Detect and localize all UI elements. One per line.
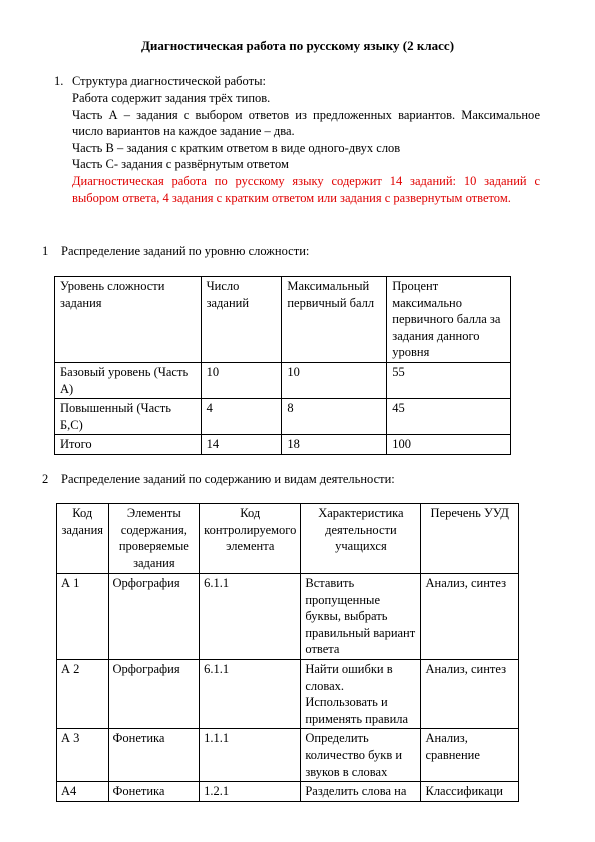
- section-1-line: Часть А – задания с выбором ответов из предложенных вариантов. Максимальное число вариантов на каждое задание – два.: [72, 107, 540, 139]
- table-row: [55, 399, 511, 435]
- table-cell: Разделить слова на: [301, 782, 421, 802]
- table-cell: 6.1.1: [200, 574, 301, 660]
- table-cell: Орфография: [108, 659, 200, 728]
- table-cell: Определить количество букв и звуков в словах: [301, 729, 421, 782]
- table-cell: Фонетика: [108, 729, 200, 782]
- table-cell: 1.2.1: [200, 782, 301, 802]
- table-cell: Анализ, синтез: [421, 574, 519, 660]
- section-3-number: 2: [42, 472, 49, 486]
- table-cell: Анализ, сравнение: [421, 729, 519, 782]
- table-header-cell: Код контролируемого элемента: [200, 504, 301, 574]
- table-cell: 14: [201, 435, 282, 455]
- table-cell: А 3: [57, 729, 109, 782]
- table-row: [57, 659, 519, 728]
- table-row: [57, 729, 519, 782]
- table-cell: Орфография: [108, 574, 200, 660]
- section-2-heading: Распределение заданий по уровню сложности:: [61, 244, 310, 258]
- table-cell: Анализ, синтез: [421, 659, 519, 728]
- section-1-line: Работа содержит задания трёх типов.: [72, 91, 271, 105]
- table-cell: 45: [387, 399, 511, 435]
- table-header-cell: Процент максимально первичного балла за задания данного уровня: [387, 277, 511, 363]
- table-cell: Итого: [55, 435, 202, 455]
- table-cell: 18: [282, 435, 387, 455]
- table-header-cell: Характеристика деятельности учащихся: [301, 504, 421, 574]
- table-cell: 10: [282, 362, 387, 398]
- table-cell: Фонетика: [108, 782, 200, 802]
- table-row: [55, 362, 511, 398]
- section-1-heading: Структура диагностической работы:: [72, 74, 266, 88]
- table-cell: Вставить пропущенные буквы, выбрать правильный вариант ответа: [301, 574, 421, 660]
- table-cell: А 2: [57, 659, 109, 728]
- section-3-heading: Распределение заданий по содержанию и видам деятельности:: [61, 472, 395, 486]
- table-cell: 55: [387, 362, 511, 398]
- table-cell: 6.1.1: [200, 659, 301, 728]
- table-header-cell: Число заданий: [201, 277, 282, 363]
- table-cell: Классификаци: [421, 782, 519, 802]
- table-header-cell: Максимальный первичный балл: [282, 277, 387, 363]
- table-cell: А 1: [57, 574, 109, 660]
- table-cell: 8: [282, 399, 387, 435]
- difficulty-table: [54, 276, 511, 455]
- table-row: [57, 782, 519, 802]
- section-1-body: [72, 90, 540, 206]
- section-1-red-summary: Диагностическая работа по русскому языку содержит 14 заданий: 10 заданий с выбором ответа, 4 задания с кратким ответом или задания с развернутым ответом.: [72, 173, 540, 205]
- table-cell: Повышенный (Часть Б,С): [55, 399, 202, 435]
- section-1-line: Часть В – задания с кратким ответом в виде одного-двух слов: [72, 140, 401, 155]
- table-row: [55, 435, 511, 455]
- section-2-number: 1: [42, 244, 49, 258]
- table-header-cell: Код задания: [57, 504, 109, 574]
- table-header-row: [55, 277, 511, 363]
- table-row: [57, 574, 519, 660]
- section-1-number: 1.: [54, 74, 64, 88]
- section-1-line: Часть С- задания с развёрнутым ответом: [72, 157, 289, 172]
- table-cell: 1.1.1: [200, 729, 301, 782]
- table-header-cell: Элементы содержания, проверяемые задания: [108, 504, 200, 574]
- table-cell: Найти ошибки в словах. Использовать и применять правила: [301, 659, 421, 728]
- table-header-cell: Уровень сложности задания: [55, 277, 202, 363]
- table-header-cell: Перечень УУД: [421, 504, 519, 574]
- table-cell: А4: [57, 782, 109, 802]
- content-activity-table: [56, 503, 519, 802]
- table-cell: Базовый уровень (Часть А): [55, 362, 202, 398]
- document-title: Диагностическая работа по русскому языку (2 класс): [140, 38, 455, 53]
- table-cell: 10: [201, 362, 282, 398]
- table-header-row: [57, 504, 519, 574]
- table-cell: 100: [387, 435, 511, 455]
- table-cell: 4: [201, 399, 282, 435]
